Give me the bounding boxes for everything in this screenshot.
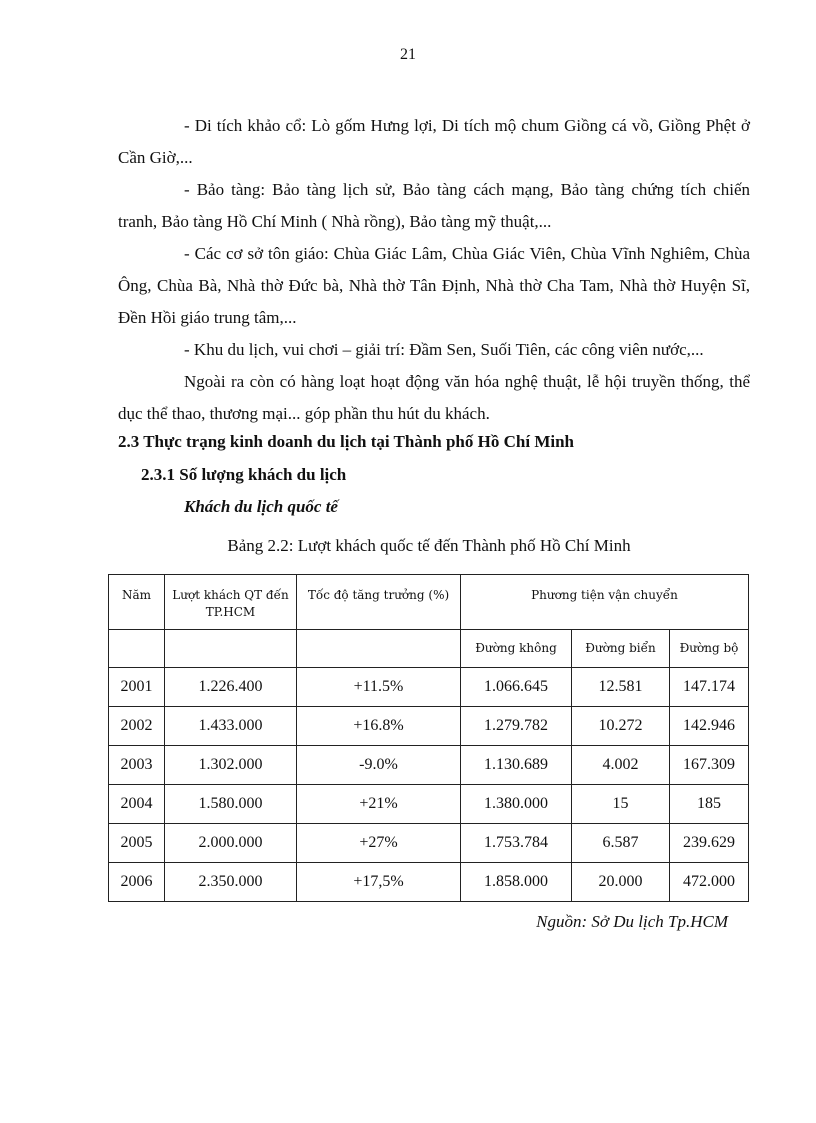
header-year: Năm: [109, 575, 165, 630]
cell-year: 2005: [109, 824, 165, 863]
cell-year: 2004: [109, 785, 165, 824]
section-heading: 2.3 Thực trạng kinh doanh du lịch tại Thành phố Hồ Chí Minh: [118, 432, 574, 451]
cell-road: 472.000: [670, 863, 749, 902]
table-cell-empty: [297, 630, 461, 668]
cell-road: 185: [670, 785, 749, 824]
paragraph-other-activities: Ngoài ra còn có hàng loạt hoạt động văn hóa nghệ thuật, lễ hội truyền thống, thể dục thể thao, thương mại... góp phần thu hút du khách.: [118, 372, 750, 423]
cell-sea: 20.000: [572, 863, 670, 902]
cell-air: 1.130.689: [461, 746, 572, 785]
body-text: [118, 110, 750, 430]
header-transport: Phương tiện vận chuyển: [461, 575, 749, 630]
cell-year: 2001: [109, 668, 165, 707]
cell-visitors: 2.000.000: [165, 824, 297, 863]
cell-road: 142.946: [670, 707, 749, 746]
table-cell-empty: [165, 630, 297, 668]
cell-road: 167.309: [670, 746, 749, 785]
cell-growth: +27%: [297, 824, 461, 863]
cell-growth: +21%: [297, 785, 461, 824]
visitors-table: [108, 574, 749, 902]
subsection-heading: 2.3.1 Số lượng khách du lịch: [141, 465, 347, 484]
cell-year: 2002: [109, 707, 165, 746]
cell-air: 1.066.645: [461, 668, 572, 707]
header-visitors: Lượt khách QT đến TP.HCM: [165, 575, 297, 630]
header-road: Đường bộ: [670, 630, 749, 668]
table-row: [109, 824, 749, 863]
cell-visitors: 1.302.000: [165, 746, 297, 785]
cell-visitors: 2.350.000: [165, 863, 297, 902]
table-caption: Bảng 2.2: Lượt khách quốc tế đến Thành phố Hồ Chí Minh: [227, 536, 631, 555]
sub-subsection-heading: Khách du lịch quốc tế: [184, 497, 338, 516]
header-air: Đường không: [461, 630, 572, 668]
cell-road: 147.174: [670, 668, 749, 707]
cell-road: 239.629: [670, 824, 749, 863]
table-row: [109, 785, 749, 824]
cell-growth: +11.5%: [297, 668, 461, 707]
table-row: [109, 863, 749, 902]
cell-sea: 15: [572, 785, 670, 824]
header-sea: Đường biển: [572, 630, 670, 668]
cell-visitors: 1.433.000: [165, 707, 297, 746]
cell-growth: +17,5%: [297, 863, 461, 902]
table-row: [109, 707, 749, 746]
cell-air: 1.279.782: [461, 707, 572, 746]
table-row: [109, 746, 749, 785]
cell-growth: -9.0%: [297, 746, 461, 785]
cell-year: 2003: [109, 746, 165, 785]
cell-sea: 4.002: [572, 746, 670, 785]
cell-growth: +16.8%: [297, 707, 461, 746]
cell-visitors: 1.226.400: [165, 668, 297, 707]
cell-visitors: 1.580.000: [165, 785, 297, 824]
header-growth: Tốc độ tăng trưởng (%): [297, 575, 461, 630]
table-subheader-row: [109, 630, 749, 668]
cell-sea: 10.272: [572, 707, 670, 746]
cell-air: 1.753.784: [461, 824, 572, 863]
cell-sea: 12.581: [572, 668, 670, 707]
paragraph-archaeology: - Di tích khảo cổ: Lò gốm Hưng lợi, Di tích mộ chum Giồng cá vồ, Giồng Phệt ở Cần Giờ,...: [118, 116, 750, 167]
paragraph-museums: - Bảo tàng: Bảo tàng lịch sử, Bảo tàng cách mạng, Bảo tàng chứng tích chiến tranh, Bảo tàng Hồ Chí Minh ( Nhà rồng), Bảo tàng mỹ thuật,...: [118, 180, 750, 231]
table-header-row: [109, 575, 749, 630]
cell-year: 2006: [109, 863, 165, 902]
table-source: Nguồn: Sở Du lịch Tp.HCM: [536, 912, 728, 931]
table-cell-empty: [109, 630, 165, 668]
page-number: 21: [400, 46, 416, 63]
cell-sea: 6.587: [572, 824, 670, 863]
paragraph-entertainment: - Khu du lịch, vui chơi – giải trí: Đầm Sen, Suối Tiên, các công viên nước,...: [184, 340, 704, 359]
table-row: [109, 668, 749, 707]
paragraph-religious: - Các cơ sở tôn giáo: Chùa Giác Lâm, Chùa Giác Viên, Chùa Vĩnh Nghiêm, Chùa Ông, Chùa Bà, Nhà thờ Đức bà, Nhà thờ Tân Định, Nhà thờ Cha Tam, Nhà thờ Huyện Sĩ, Đền Hồi giáo trung tâm,...: [118, 244, 750, 327]
cell-air: 1.380.000: [461, 785, 572, 824]
cell-air: 1.858.000: [461, 863, 572, 902]
